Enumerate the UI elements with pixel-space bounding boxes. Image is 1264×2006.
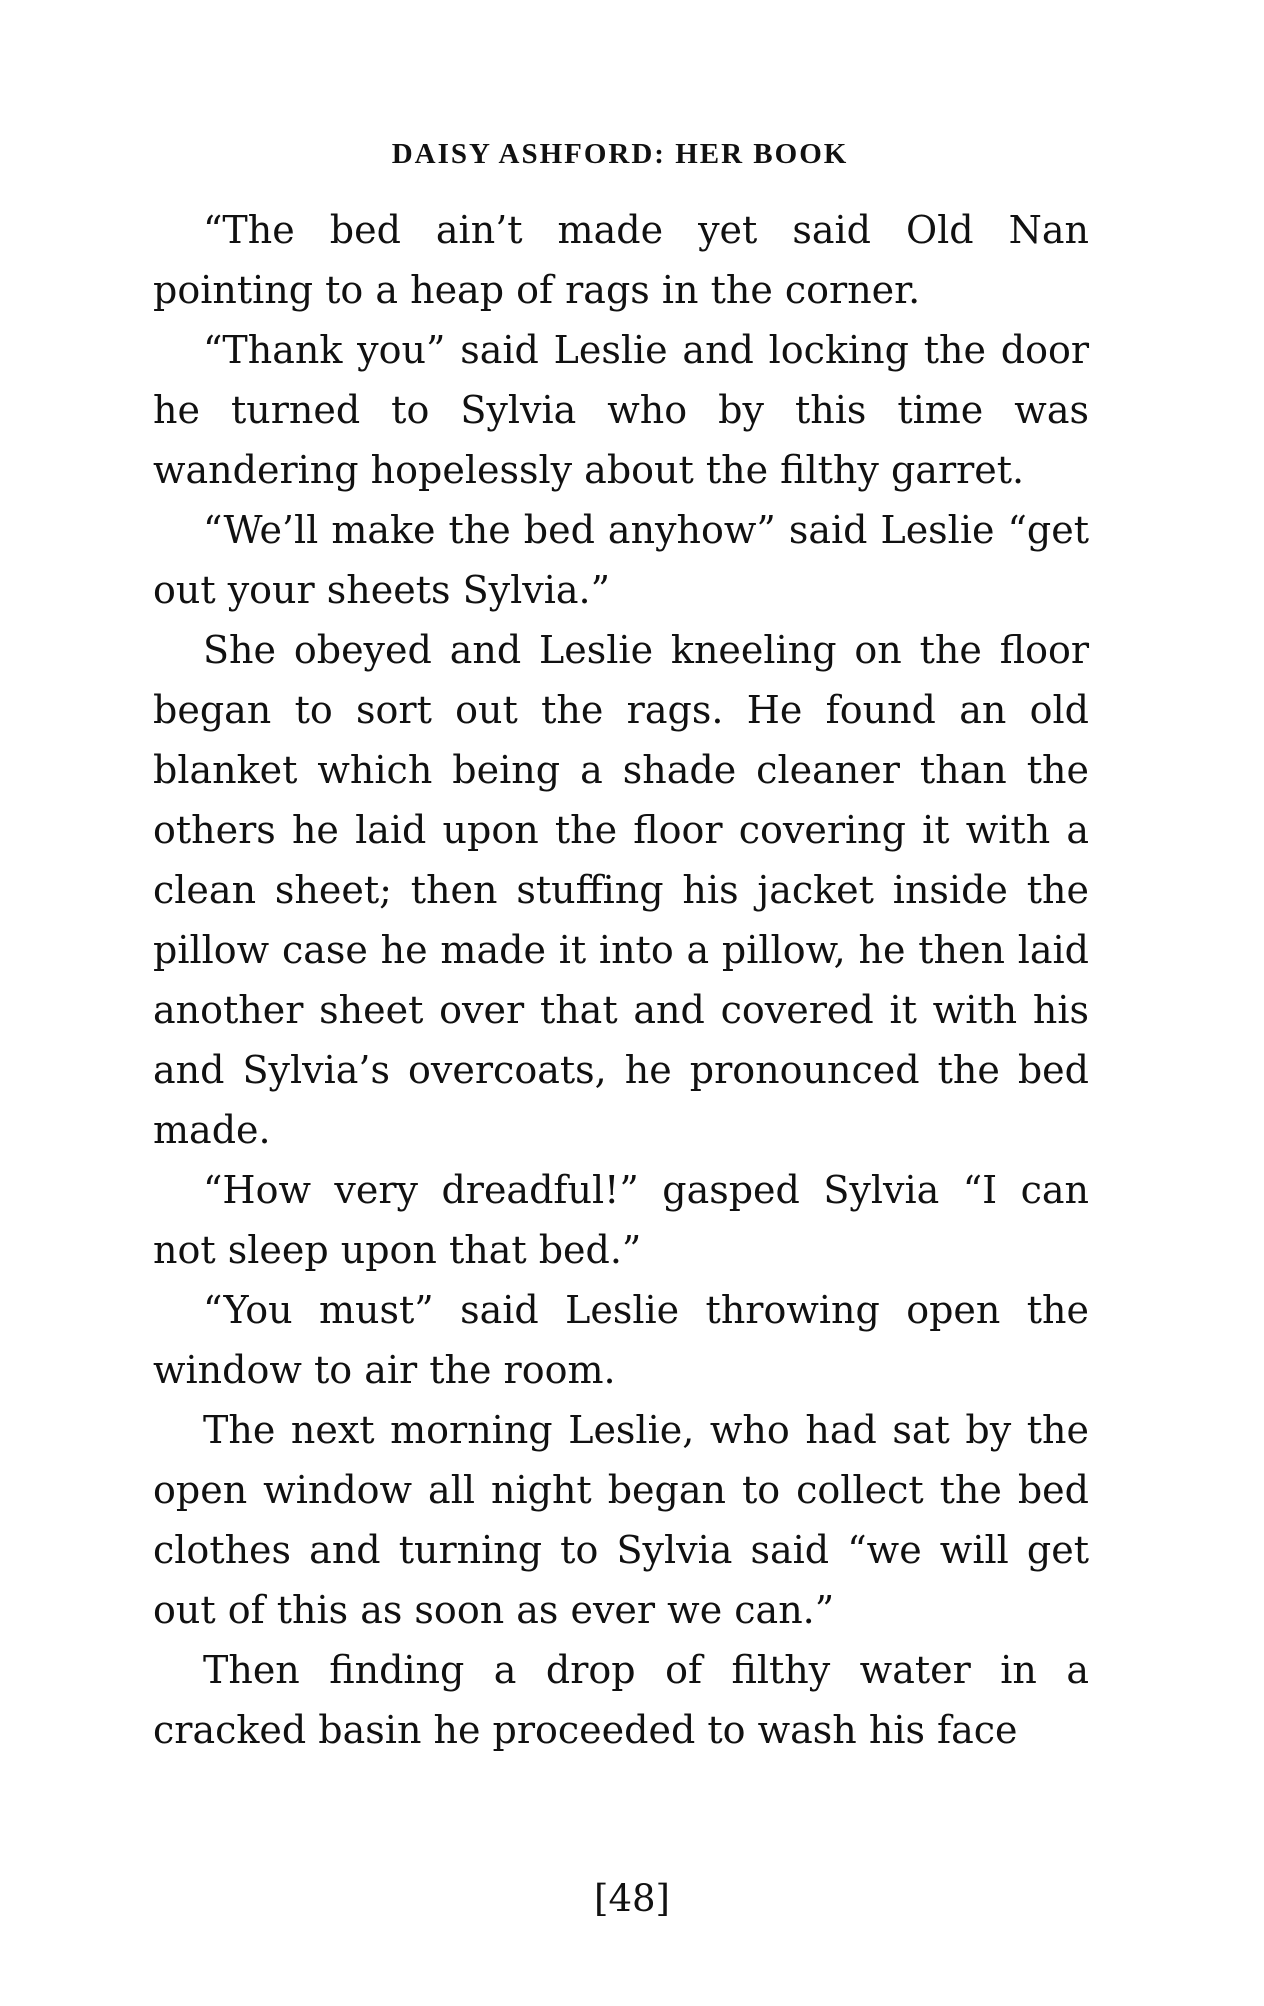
paragraph: Then finding a drop of filthy water in a cracked basin he proceeded to wash his face (153, 1648, 1089, 1752)
paragraph: “We’ll make the bed anyhow” said Leslie “get out your sheets Sylvia.” (153, 508, 1089, 612)
paragraph: “How very dreadful!” gasped Sylvia “I can not sleep upon that bed.” (153, 1168, 1089, 1272)
paragraph: “You must” said Leslie throwing open the window to air the room. (153, 1288, 1089, 1392)
page-number: [48] (594, 1877, 670, 1920)
body-text (153, 200, 1089, 1760)
paragraph: The next morning Leslie, who had sat by the open window all night began to collect the bed clothes and turning to Sylvia said “we will get out of this as soon as ever we can.” (153, 1408, 1089, 1632)
running-head: DAISY ASHFORD: HER BOOK (391, 138, 849, 170)
paragraph: She obeyed and Leslie kneeling on the floor began to sort out the rags. He found an old blanket which being a shade cleaner than the others he laid upon the floor covering it with a clean sheet; then stuffing his jacket inside the pillow case he made it into a pillow, he then laid another sheet over that and covered it with his and Sylvia’s overcoats, he pronounced the bed made. (153, 628, 1089, 1152)
paragraph: “The bed ain’t made yet said Old Nan pointing to a heap of rags in the corner. (153, 208, 1089, 312)
paragraph: “Thank you” said Leslie and locking the door he turned to Sylvia who by this time was wandering hopelessly about the filthy garret. (153, 328, 1089, 492)
